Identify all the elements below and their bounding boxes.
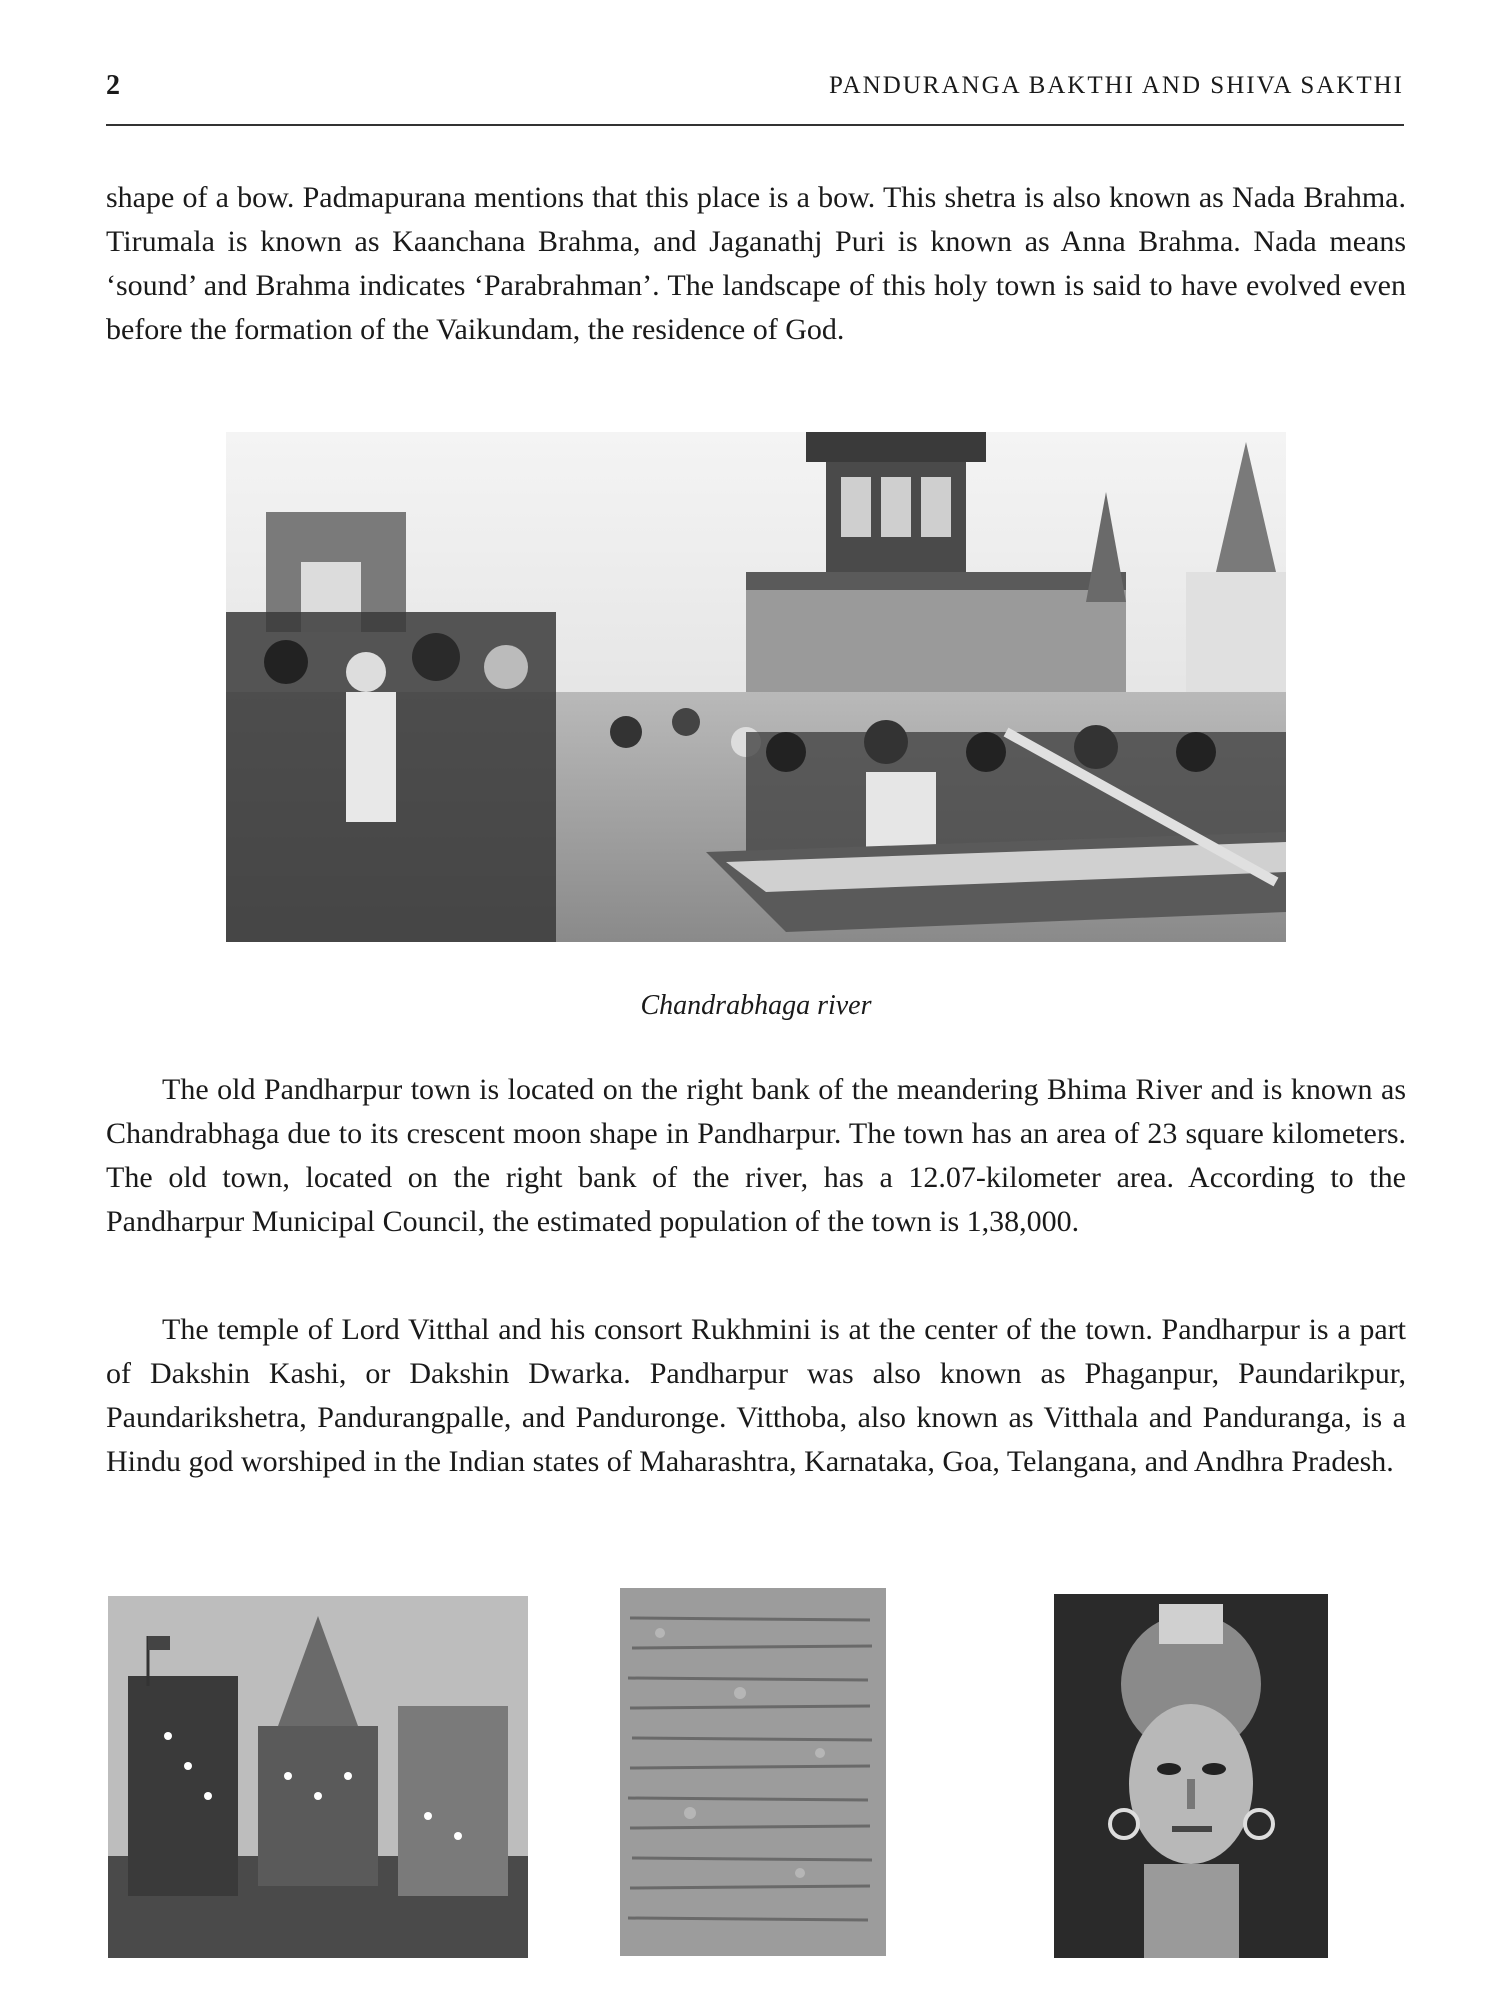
deity-photo xyxy=(1054,1594,1328,1958)
header-rule xyxy=(106,124,1404,126)
page-number: 2 xyxy=(106,70,120,101)
river-photo xyxy=(226,432,1286,942)
paragraph-town: The old Pandharpur town is located on the right bank of the meandering Bhima River and is known as Chandrabhaga due to its crescent moon shape in Pandharpur. The town has an area of 23 square kilometers. The old town, located on the right bank of the river, has a 12.07-kilometer area. According to the Pandharpur Municipal Council, the estimated population of the town is 1,38,000. xyxy=(106,1073,1406,1238)
figure-caption: Chandrabhaga river xyxy=(640,990,872,1021)
paragraph-intro: shape of a bow. Padmapurana mentions that this place is a bow. This shetra is also known as Nada Brahma. Tirumala is known as Kaanchana Brahma, and Jaganathj Puri is known as Anna Brahma. Nada means ‘sound’ and Brahma indicates ‘Parabrahman’. The landscape of this holy town is said to have evolved even before the formation of the Vaikundam, the residence of God. xyxy=(106,181,1406,346)
inscription-photo xyxy=(620,1588,886,1956)
temple-photo xyxy=(108,1596,528,1958)
paragraph-temple: The temple of Lord Vitthal and his consort Rukhmini is at the center of the town. Pandharpur is a part of Dakshin Kashi, or Dakshin Dwarka. Pandharpur was also known as Phaganpur, Paundarikpur, Paundarikshetra, Pandurangpalle, and Panduronge. Vitthoba, also known as Vitthala and Panduranga, is a Hindu god worshiped in the Indian states of Maharashtra, Karnataka, Goa, Telangana, and Andhra Pradesh. xyxy=(106,1313,1406,1478)
running-head: PANDURANGA BAKTHI AND SHIVA SAKTHI xyxy=(828,72,1404,99)
